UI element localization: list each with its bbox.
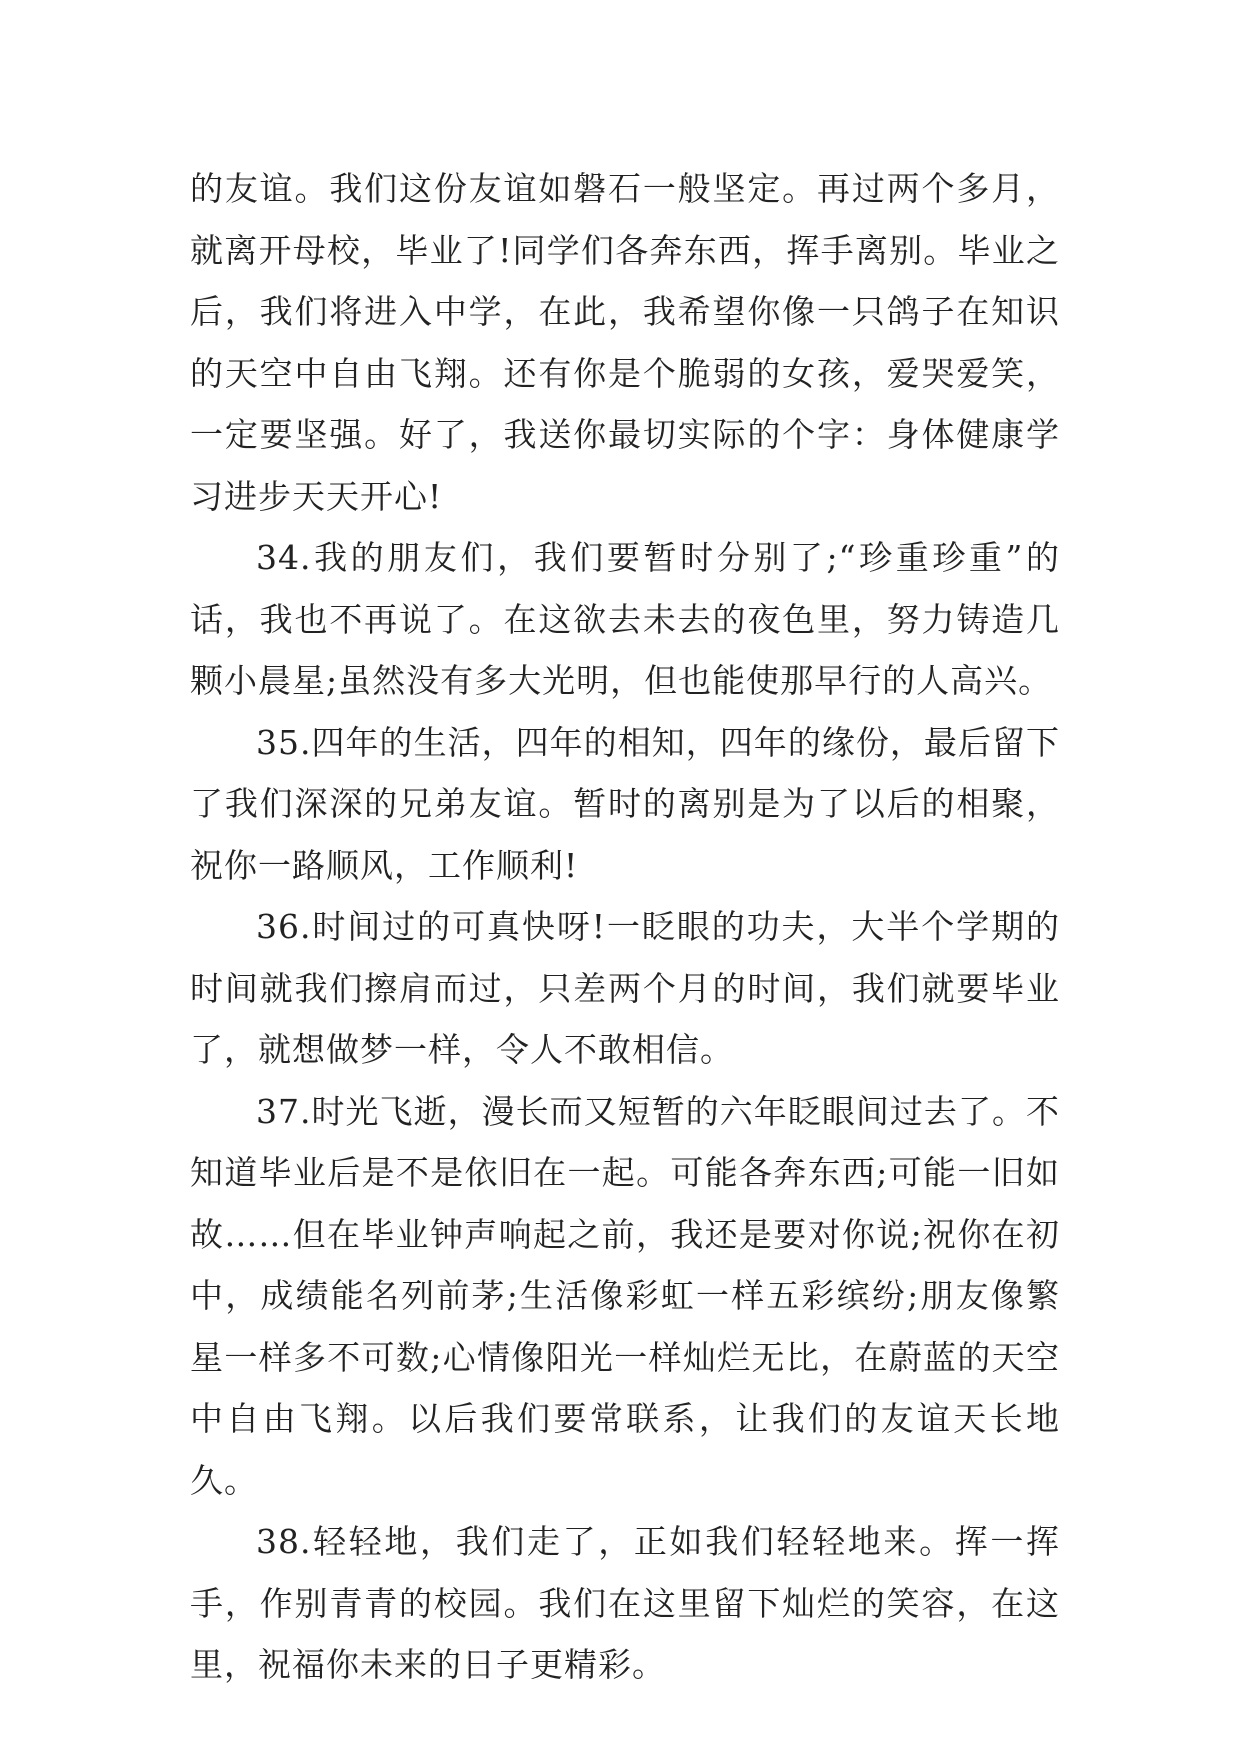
- paragraph-36: 36.时间过的可真快呀!一眨眼的功夫，大半个学期的时间就我们擦肩而过，只差两个月的时间，我们就要毕业了，就想做梦一样，令人不敢相信。: [190, 907, 1060, 1069]
- paragraph-continuation: 的友谊。我们这份友谊如磐石一般坚定。再过两个多月，就离开母校，毕业了!同学们各奔东西，挥手离别。毕业之后，我们将进入中学，在此，我希望你像一只鸽子在知识的天空中自由飞翔。还有你是个脆弱的女孩，爱哭爱笑，一定要坚强。好了，我送你最切实际的个字：身体健康学习进步天天开心!: [190, 169, 1060, 516]
- paragraph-34: 34.我的朋友们，我们要暂时分别了;“珍重珍重”的话，我也不再说了。在这欲去未去的夜色里，努力铸造几颗小晨星;虽然没有多大光明，但也能使那早行的人高兴。: [190, 538, 1060, 700]
- paragraph-37: 37.时光飞逝，漫长而又短暂的六年眨眼间过去了。不知道毕业后是不是依旧在一起。可能各奔东西;可能一旧如故……但在毕业钟声响起之前，我还是要对你说;祝你在初中，成绩能名列前茅;生活像彩虹一样五彩缤纷;朋友像繁星一样多不可数;心情像阳光一样灿烂无比，在蔚蓝的天空中自由飞翔。以后我们要常联系，让我们的友谊天长地久。: [190, 1091, 1060, 1500]
- paragraph-38: 38.轻轻地，我们走了，正如我们轻轻地来。挥一挥手，作别青青的校园。我们在这里留下灿烂的笑容，在这里，祝福你未来的日子更精彩。: [190, 1522, 1060, 1684]
- document-body: [190, 158, 1060, 1696]
- paragraph-35: 35.四年的生活，四年的相知，四年的缘份，最后留下了我们深深的兄弟友谊。暂时的离别是为了以后的相聚，祝你一路顺风，工作顺利!: [190, 722, 1060, 885]
